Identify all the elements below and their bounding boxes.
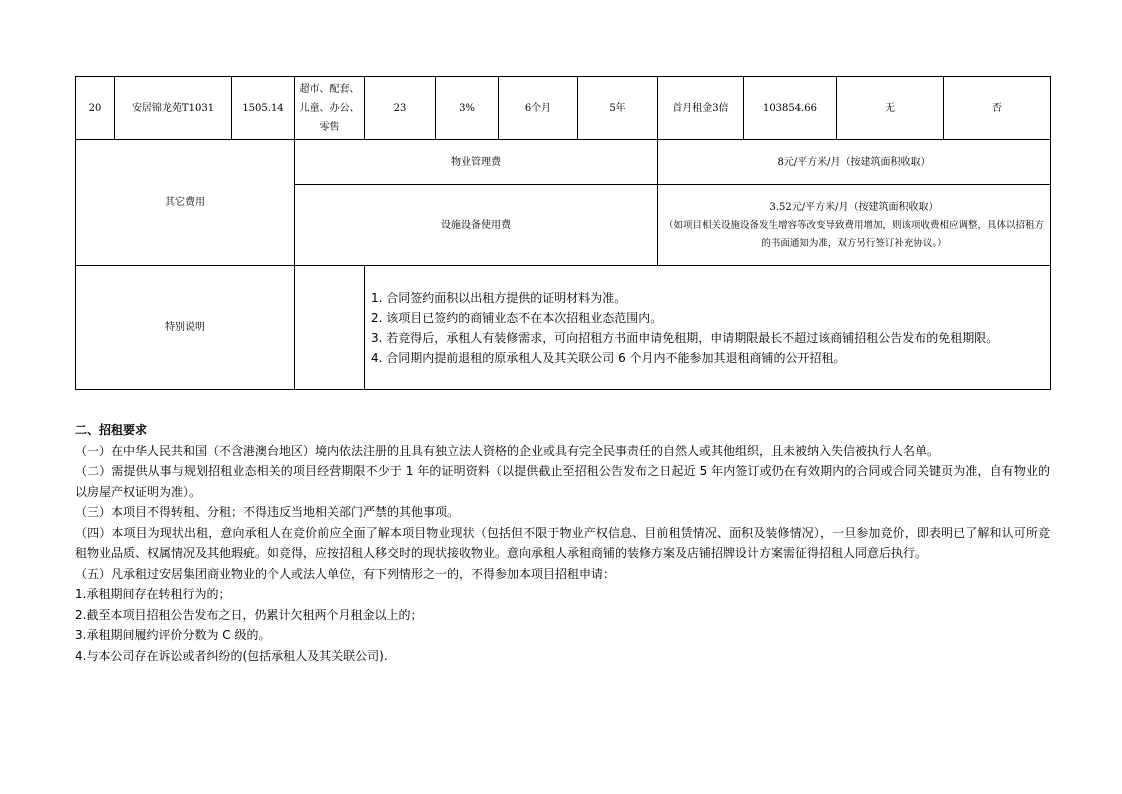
special-label: 特别说明 (76, 266, 295, 390)
paragraph: 4.与本公司存在诉讼或者纠纷的(包括承租人及其关联公司). (75, 648, 388, 663)
fee2-name: 设施设备使用费 (295, 185, 658, 266)
cell-11: 无 (837, 77, 944, 140)
cell-7: 6个月 (499, 77, 578, 140)
note-item: 2. 该项目已签约的商铺业态不在本次招租业态范围内。 (371, 310, 663, 325)
note-item: 4. 合同期内提前退租的原承租人及其关联公司 6 个月内不能参加其退租商铺的公开招租。 (371, 350, 846, 365)
table-row (76, 266, 1051, 390)
table-row (76, 77, 1051, 140)
paragraph: 2.截至本项目招租公告发布之日，仍累计欠租两个月租金以上的； (75, 607, 423, 622)
paragraph: （三）本项目不得转租、分租；不得违反当地相关部门严禁的其他事项。 (75, 505, 460, 519)
fee1-name: 物业管理费 (295, 140, 658, 185)
paragraph: （一）在中华人民共和国（不含港澳台地区）境内依法注册的且具有独立法人资格的企业或具有完全民事责任的自然人或其他组织，且未被纳入失信被执行人名单。 (75, 443, 940, 458)
special-notes (365, 266, 1051, 390)
paragraph: 1.承租期间存在转租行为的； (75, 587, 231, 601)
special-empty-cell (295, 266, 365, 390)
rental-requirements (75, 420, 1050, 666)
paragraph: （四）本项目为现状出租，意向承租人在竞价前应全面了解本项目物业现状（包括但不限于物业产权信息、目前租赁情况、面积及装修情况），一旦参加竞价，即表明已了解和认可所竞租物业品质、权属情况及其他瑕疵。如竞得，应按招租人移交时的现状接收物业。意向承租人承租商铺的装修方案及店铺招牌设计方案需征得招租人同意后执行。 (75, 525, 1050, 560)
cell-no: 20 (76, 77, 115, 140)
cell-area: 1505.14 (232, 77, 295, 140)
fee2-cell (658, 185, 1051, 266)
lease-table (75, 76, 1051, 390)
cell-10: 103854.66 (744, 77, 837, 140)
fee2-note: （如项目相关设施设备发生增容等改变导致费用增加，则该项收费相应调整，具体以招租方的书面通知为准，双方另行签订补充协议。） (663, 219, 1044, 249)
table-row (76, 140, 1051, 185)
paragraph: 3.承租期间履约评价分数为 C 级的。 (75, 628, 271, 642)
other-fees-label: 其它费用 (76, 140, 295, 266)
paragraph: （五）凡承租过安居集团商业物业的个人或法人单位，有下列情形之一的，不得参加本项目招租申请： (75, 566, 616, 581)
fee2-value: 3.52元/平方米/月（按建筑面积收取） (769, 201, 939, 213)
cell-12: 否 (944, 77, 1051, 140)
cell-name: 安居锦龙苑T1031 (115, 77, 232, 140)
note-item: 1. 合同签约面积以出租方提供的证明材料为准。 (371, 290, 627, 305)
fee1-value: 8元/平方米/月（按建筑面积收取） (658, 140, 1051, 185)
cell-6: 3% (436, 77, 499, 140)
cell-usage: 超市、配套、儿童、办公、零售 (295, 77, 365, 140)
note-item: 3. 若竞得后，承租人有装修需求，可向招租方书面申请免租期，申请期限最长不超过该商铺招租公告发布的免租期限。 (371, 330, 999, 345)
cell-9: 首月租金3倍 (658, 77, 744, 140)
cell-8: 5年 (578, 77, 658, 140)
section-heading: 二、招租要求 (75, 423, 148, 437)
paragraph: （二）需提供从事与规划招租业态相关的项目经营期限不少于 1 年的证明资料（以提供截止至招租公告发布之日起近 5 年内签订或仍在有效期内的合同或合同关键页为准，自有物业的以房屋产权证明为准）。 (75, 464, 1050, 499)
cell-5: 23 (365, 77, 436, 140)
